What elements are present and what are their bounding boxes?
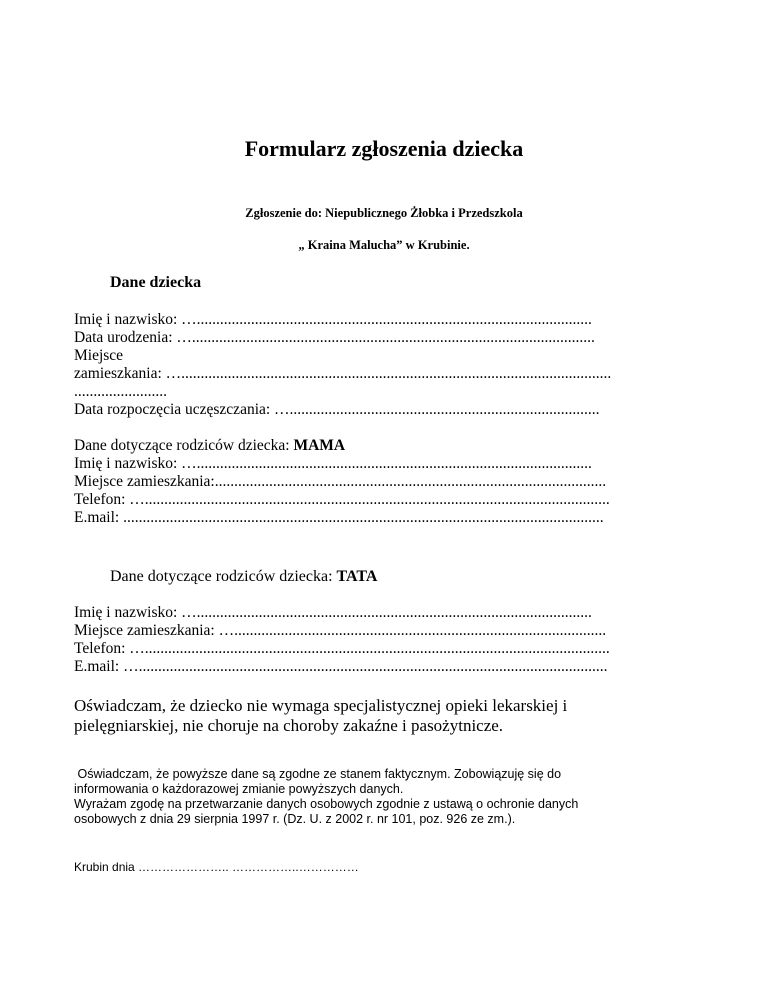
father-email-field[interactable]: E.mail: …......................................................................................................................... bbox=[74, 658, 608, 675]
mother-email-field[interactable]: E.mail: ............................................................................................................................ bbox=[74, 509, 604, 526]
subtitle-recipient: Zgłoszenie do: Niepublicznego Żłobka i Przedszkola bbox=[245, 206, 523, 220]
father-section-heading bbox=[110, 568, 377, 586]
health-statement-line: Oświadczam, że dziecko nie wymaga specjalistycznej opieki lekarskiej i bbox=[74, 696, 568, 715]
child-residence-field-continued[interactable]: ........................ bbox=[74, 383, 167, 400]
mother-heading-prefix: Dane dotyczące rodziców dziecka: bbox=[74, 437, 294, 454]
child-section-heading: Dane dziecka bbox=[110, 274, 202, 291]
subtitle-institution: „ Kraina Malucha” w Krubinie. bbox=[298, 238, 470, 252]
father-phone-field[interactable]: Telefon: …........................................................................................................................ bbox=[74, 640, 610, 657]
mother-section-heading bbox=[74, 437, 345, 455]
child-birthdate-field[interactable]: Data urodzenia: …........................................................................................................ bbox=[74, 329, 595, 346]
form-title: Formularz zgłoszenia dziecka bbox=[244, 136, 524, 161]
consent-line: osobowych z dnia 29 sierpnia 1997 r. (Dz. U. z 2002 r. nr 101, poz. 926 ze zm.). bbox=[74, 812, 516, 826]
consent-line: informowania o każdorazowej zmianie powyższych danych. bbox=[74, 782, 404, 796]
health-statement-line: pielęgniarskiej, nie choruje na choroby zakaźne i pasożytnicze. bbox=[74, 716, 504, 735]
father-heading-prefix: Dane dotyczące rodziców dziecka: bbox=[110, 568, 337, 585]
father-heading-label: TATA bbox=[336, 568, 378, 585]
consent-line: Wyrażam zgodę na przetwarzanie danych osobowych zgodnie z ustawą o ochronie danych bbox=[74, 797, 579, 811]
mother-heading-label: MAMA bbox=[293, 437, 346, 454]
father-residence-field[interactable]: Miejsce zamieszkania: …................................................................................................ bbox=[74, 622, 607, 639]
father-name-field[interactable]: Imię i nazwisko: …...................................................................................................... bbox=[74, 604, 592, 621]
mother-name-field[interactable]: Imię i nazwisko: …...................................................................................................... bbox=[74, 455, 592, 472]
child-name-field[interactable]: Imię i nazwisko: …...................................................................................................... bbox=[74, 311, 592, 328]
child-residence-field[interactable]: zamieszkania: …............................................................................................................... bbox=[74, 365, 612, 382]
child-start-date-field[interactable]: Data rozpoczęcia uczęszczania: …................................................................................ bbox=[74, 401, 600, 418]
child-residence-label: Miejsce bbox=[74, 347, 124, 364]
consent-line: Oświadczam, że powyższe dane są zgodne ze stanem faktycznym. Zobowiązuję się do bbox=[74, 767, 562, 781]
mother-residence-field[interactable]: Miejsce zamieszkania:..................................................................................................... bbox=[74, 473, 607, 490]
place-date-signature-field[interactable]: Krubin dnia ………………….. ……………..…………… bbox=[74, 860, 359, 874]
mother-phone-field[interactable]: Telefon: …........................................................................................................................ bbox=[74, 491, 610, 508]
